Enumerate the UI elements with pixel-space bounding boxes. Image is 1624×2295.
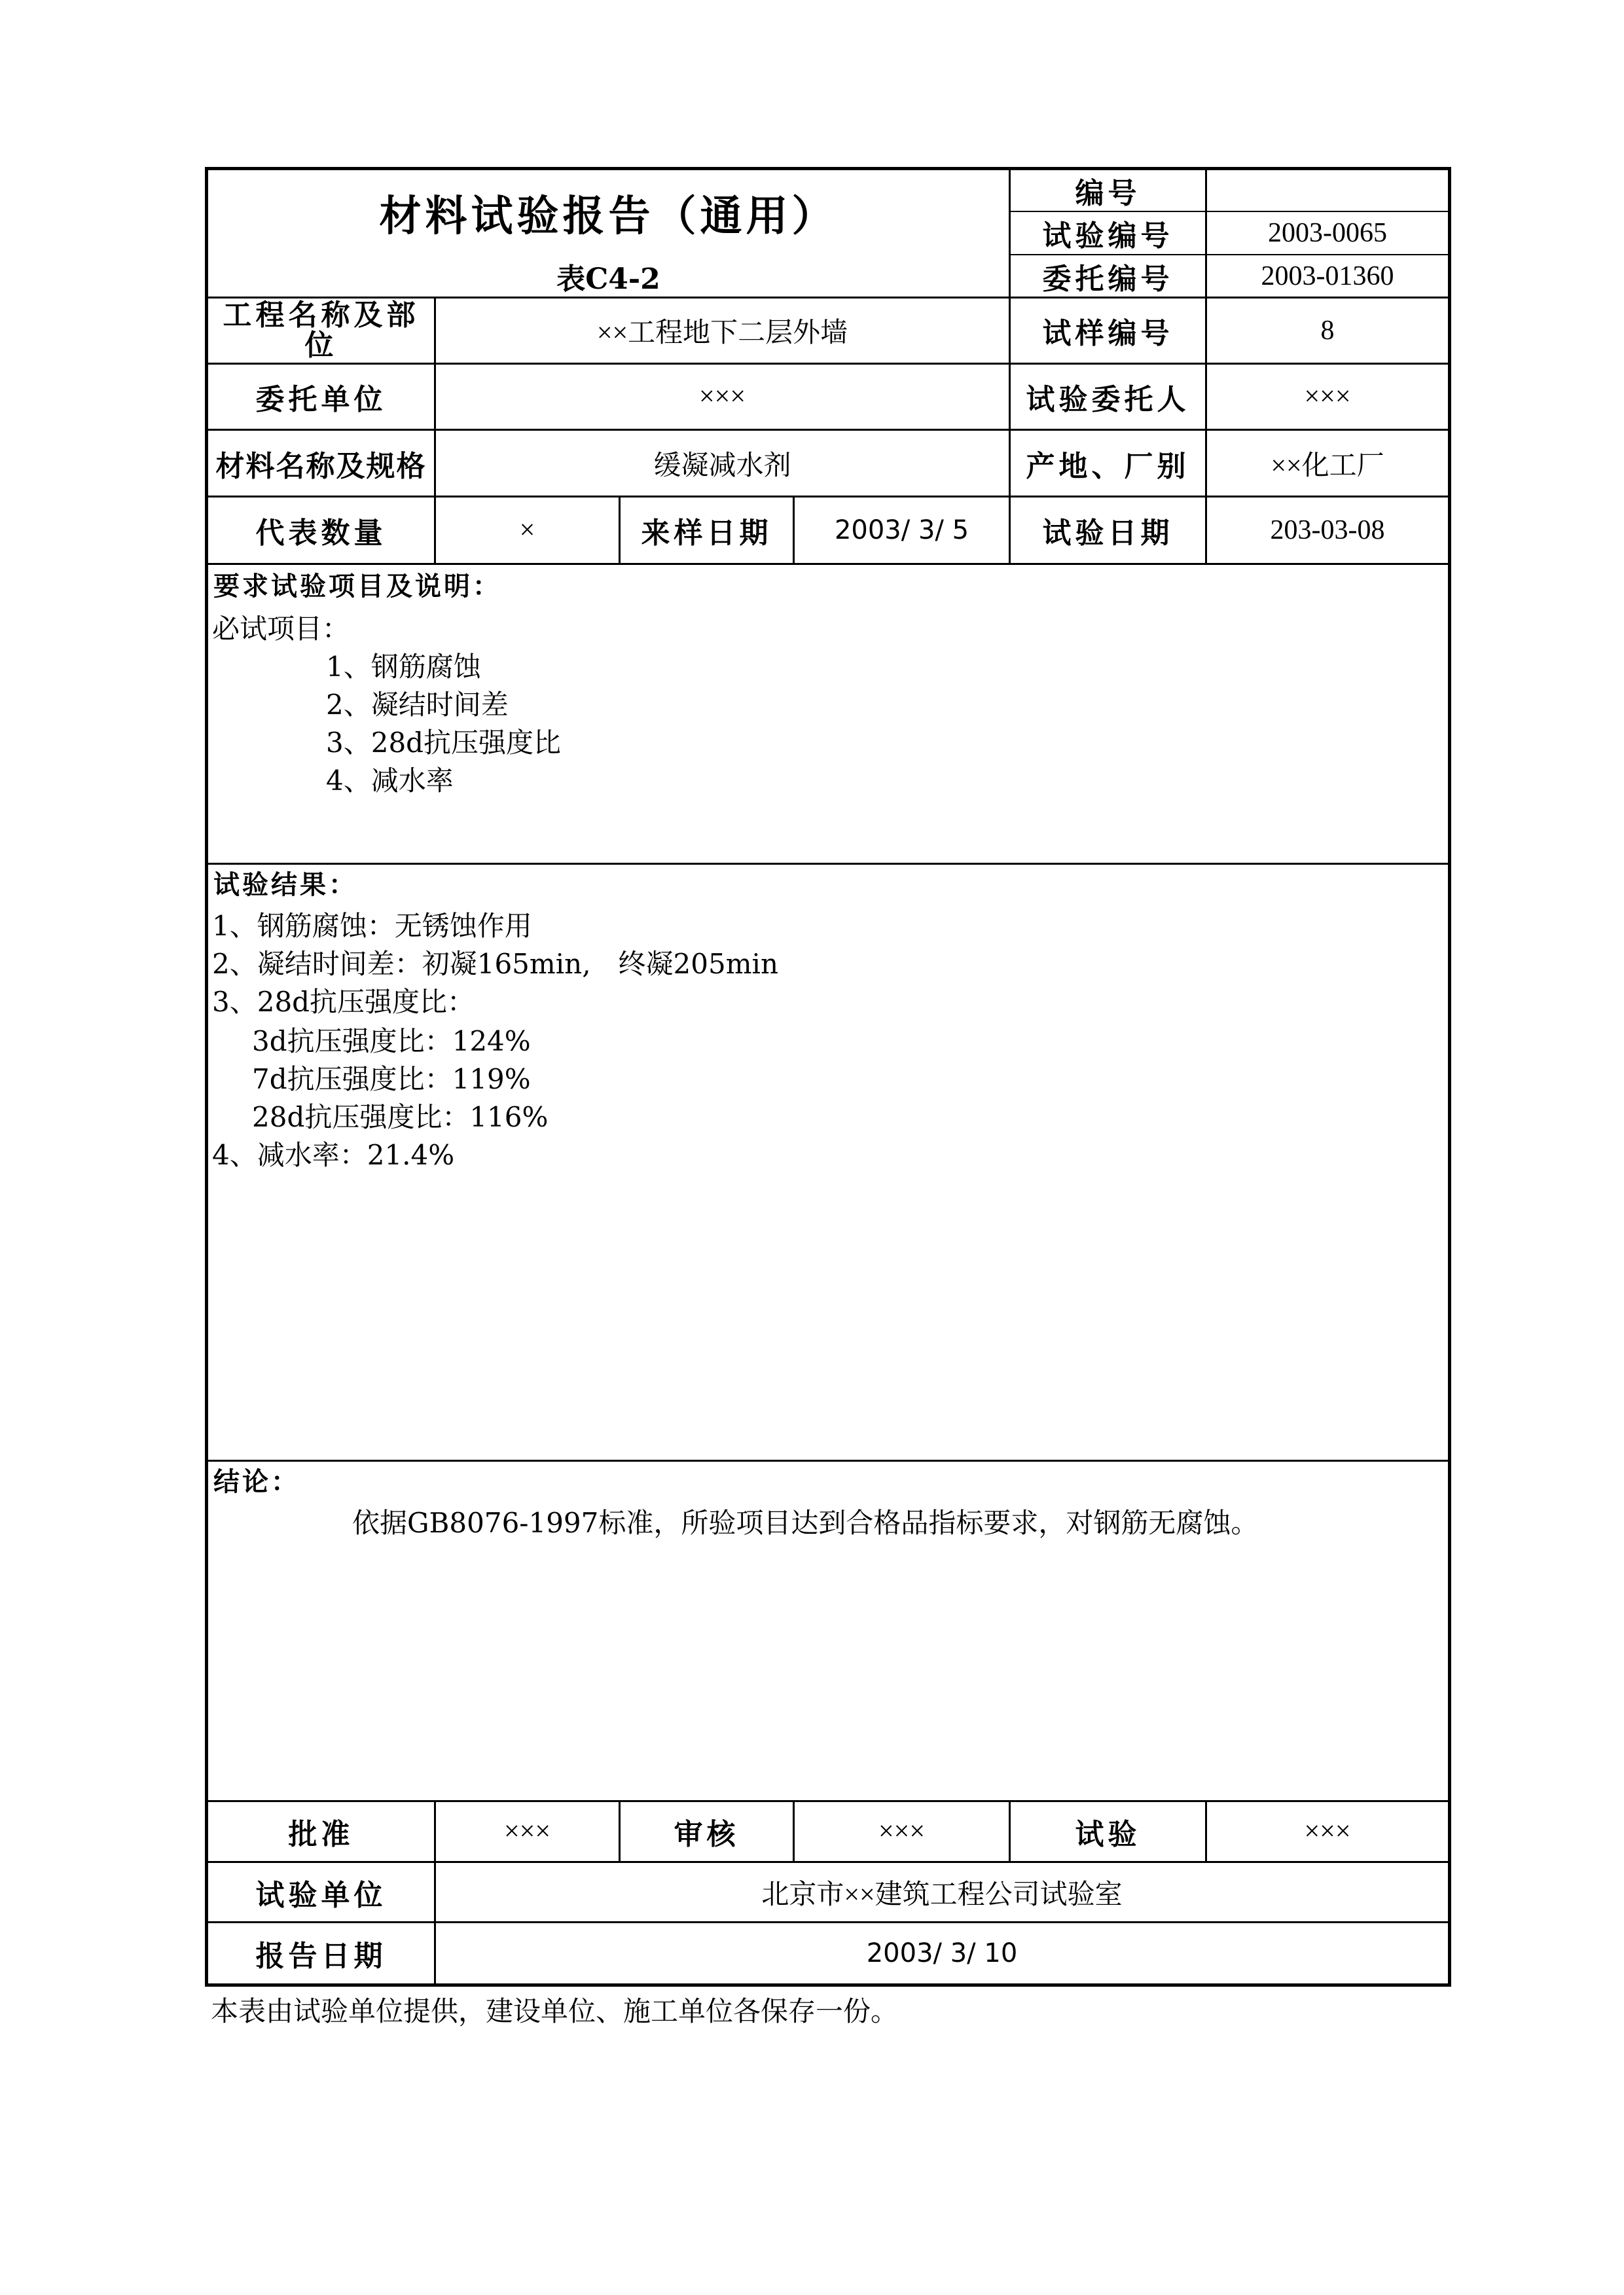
- project-label-line1: 工程名称及部: [223, 298, 420, 332]
- test-number-value: 2003-0065: [1268, 218, 1387, 248]
- test-unit-label: 试验单位: [255, 1878, 387, 1912]
- approve-value: ×××: [503, 1816, 551, 1847]
- requirements-heading: 要求试验项目及说明：: [213, 571, 501, 602]
- conclusion-text: 依据GB8076-1997标准，所验项目达到合格品指标要求，对钢筋无腐蚀。: [352, 1507, 1259, 1539]
- origin-label: 产地、厂别: [1026, 449, 1190, 483]
- number-label: 编号: [1075, 177, 1141, 210]
- border-right: [1448, 167, 1451, 1987]
- result-line: 28d抗压强度比：116%: [252, 1101, 549, 1133]
- material-label: 材料名称及规格: [215, 449, 427, 483]
- requirement-item: 2、凝结时间差: [326, 689, 509, 721]
- sample-number-value: 8: [1320, 316, 1335, 346]
- sample-date-value: 2003/ 3/ 5: [834, 515, 969, 545]
- commission-number-label: 委托编号: [1042, 262, 1174, 296]
- requirement-item: 1、钢筋腐蚀: [326, 651, 481, 683]
- report-date-label: 报告日期: [255, 1940, 387, 1973]
- result-line: 1、钢筋腐蚀：无锈蚀作用: [212, 910, 532, 942]
- test-value: ×××: [1304, 1816, 1351, 1847]
- review-value: ×××: [878, 1816, 926, 1847]
- form-number: 表C4-2: [556, 262, 660, 296]
- report-title: 材料试验报告（通用）: [379, 192, 838, 241]
- test-client-label: 试验委托人: [1026, 383, 1190, 416]
- project-value: ××工程地下二层外墙: [596, 318, 848, 348]
- material-value: 缓凝减水剂: [653, 450, 791, 481]
- project-label: [208, 298, 434, 363]
- conclusion-heading: 结论：: [213, 1467, 300, 1497]
- quantity-value: ×: [519, 515, 535, 545]
- sample-date-label: 来样日期: [641, 516, 772, 550]
- result-line: 4、减水率：21.4%: [212, 1139, 455, 1171]
- sample-number-label: 试样编号: [1042, 317, 1174, 350]
- project-label-line2: 位: [304, 329, 338, 362]
- rule: [205, 563, 1451, 565]
- number-value: [1207, 170, 1448, 211]
- test-label: 试验: [1075, 1818, 1141, 1851]
- test-unit-value: 北京市××建筑工程公司试验室: [761, 1879, 1123, 1910]
- results-heading: 试验结果：: [213, 870, 357, 900]
- report-date-value: 2003/ 3/ 10: [866, 1938, 1018, 1968]
- review-label: 审核: [674, 1818, 740, 1851]
- result-line: 2、凝结时间差：初凝165min, 终凝205min: [212, 948, 779, 980]
- client-unit-label: 委托单位: [255, 383, 387, 416]
- requirement-item: 3、28d抗压强度比: [326, 727, 562, 759]
- test-number-label: 试验编号: [1042, 219, 1174, 253]
- rule: [205, 1460, 1451, 1462]
- border-bottom: [205, 1983, 1451, 1987]
- test-date-value: 203-03-08: [1270, 515, 1385, 545]
- client-unit-value: ×××: [698, 382, 746, 412]
- result-line: 3d抗压强度比：124%: [252, 1025, 531, 1057]
- test-date-label: 试验日期: [1042, 516, 1174, 550]
- result-line: 7d抗压强度比：119%: [252, 1063, 531, 1095]
- requirement-item: 4、减水率: [326, 765, 454, 797]
- footer-note: 本表由试验单位提供，建设单位、施工单位各保存一份。: [211, 1995, 899, 2027]
- approve-label: 批准: [288, 1818, 354, 1851]
- test-client-value: ×××: [1304, 382, 1351, 412]
- requirements-subheading: 必试项目：: [212, 613, 350, 645]
- result-line: 3、28d抗压强度比：: [212, 986, 475, 1018]
- rule: [205, 863, 1451, 865]
- quantity-label: 代表数量: [255, 516, 387, 550]
- origin-value: ××化工厂: [1271, 450, 1384, 481]
- commission-number-value: 2003-01360: [1261, 261, 1394, 291]
